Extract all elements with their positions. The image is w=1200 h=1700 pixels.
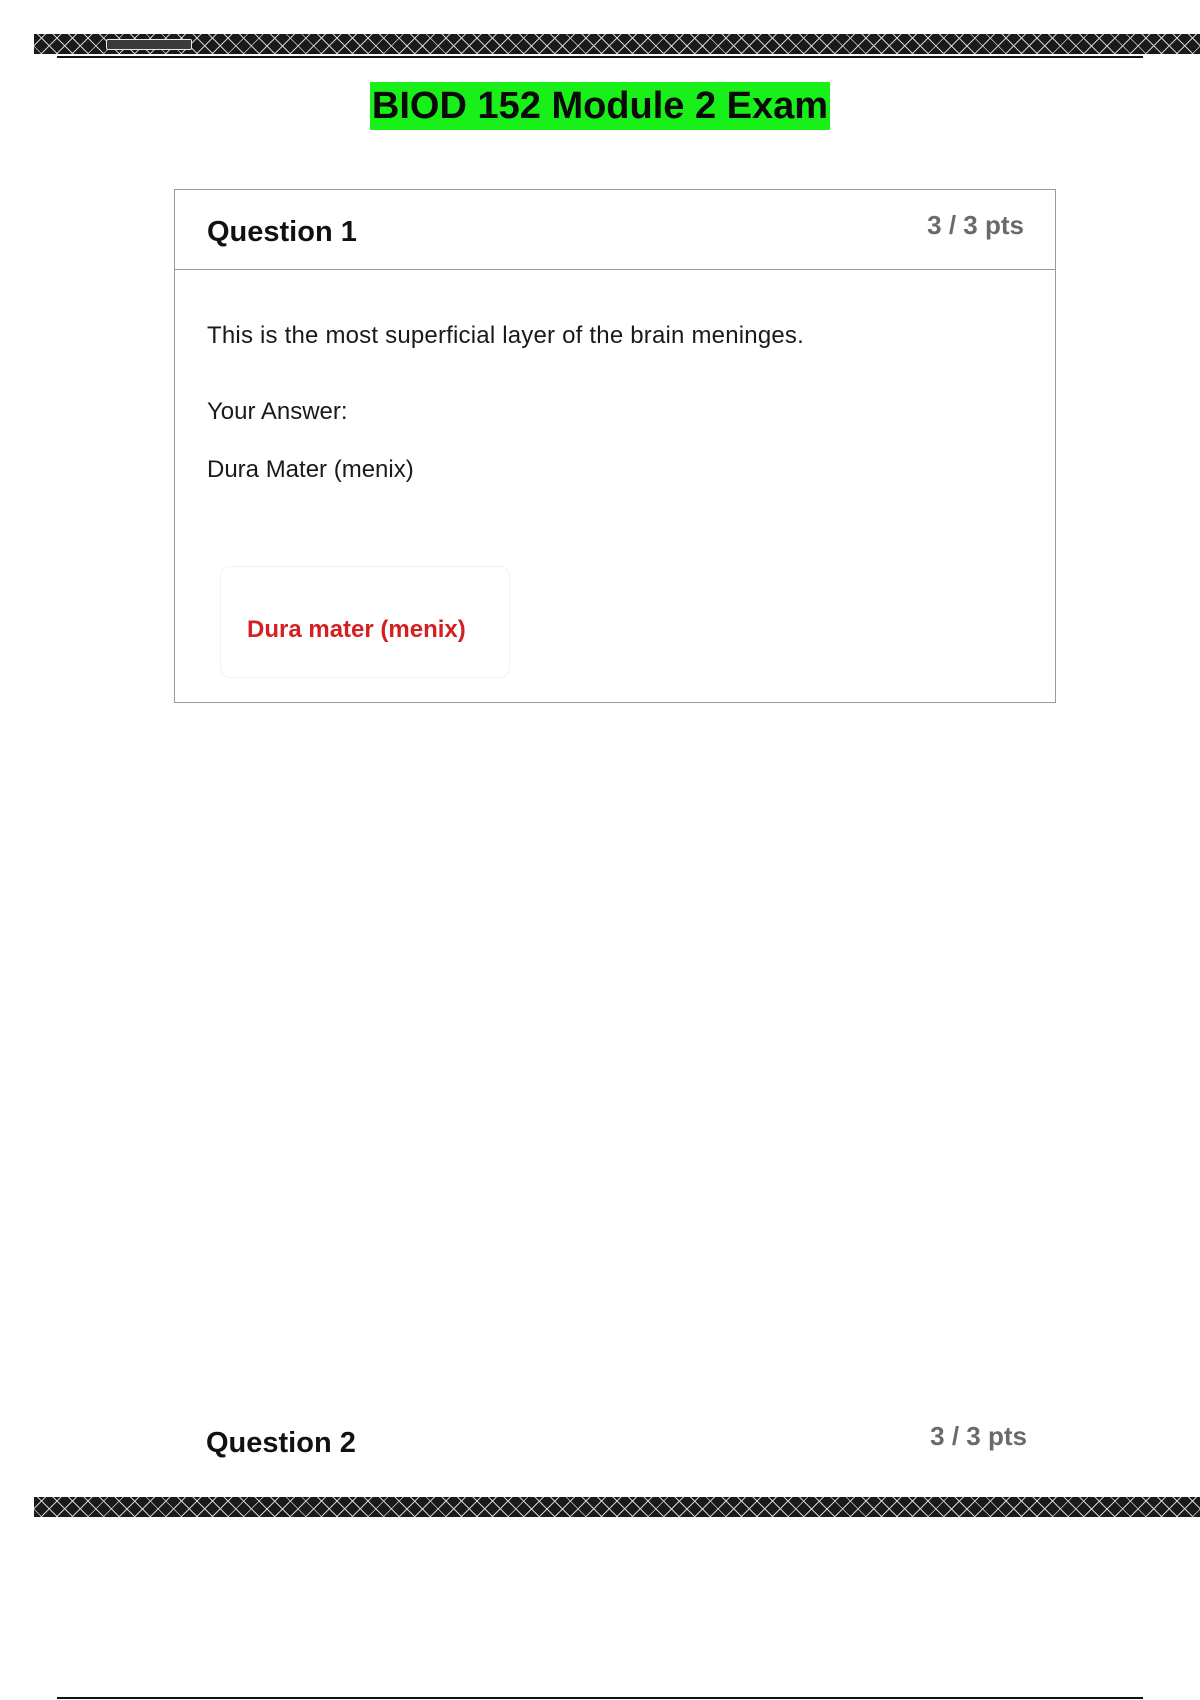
question-2-points: 3 / 3 pts <box>930 1421 1027 1451</box>
your-answer-value: Dura Mater (menix) <box>207 456 414 483</box>
title-container <box>0 82 1200 130</box>
header-logo <box>106 39 192 50</box>
question-points: 3 / 3 pts <box>927 210 1024 240</box>
header-rule <box>57 56 1143 58</box>
header-pattern-band <box>34 34 1200 54</box>
question-title: Question 1 <box>207 216 357 248</box>
document-title: BIOD 152 Module 2 Exam <box>370 82 830 130</box>
question-2-title: Question 2 <box>206 1427 356 1459</box>
correct-answer: Dura mater (menix) <box>247 616 466 643</box>
footer-rule <box>57 1697 1143 1699</box>
your-answer-label: Your Answer: <box>207 398 348 425</box>
question-card <box>174 189 1056 703</box>
footer-pattern-band <box>34 1497 1200 1517</box>
question-prompt: This is the most superficial layer of the brain meninges. <box>207 322 804 349</box>
question-header <box>175 190 1055 270</box>
